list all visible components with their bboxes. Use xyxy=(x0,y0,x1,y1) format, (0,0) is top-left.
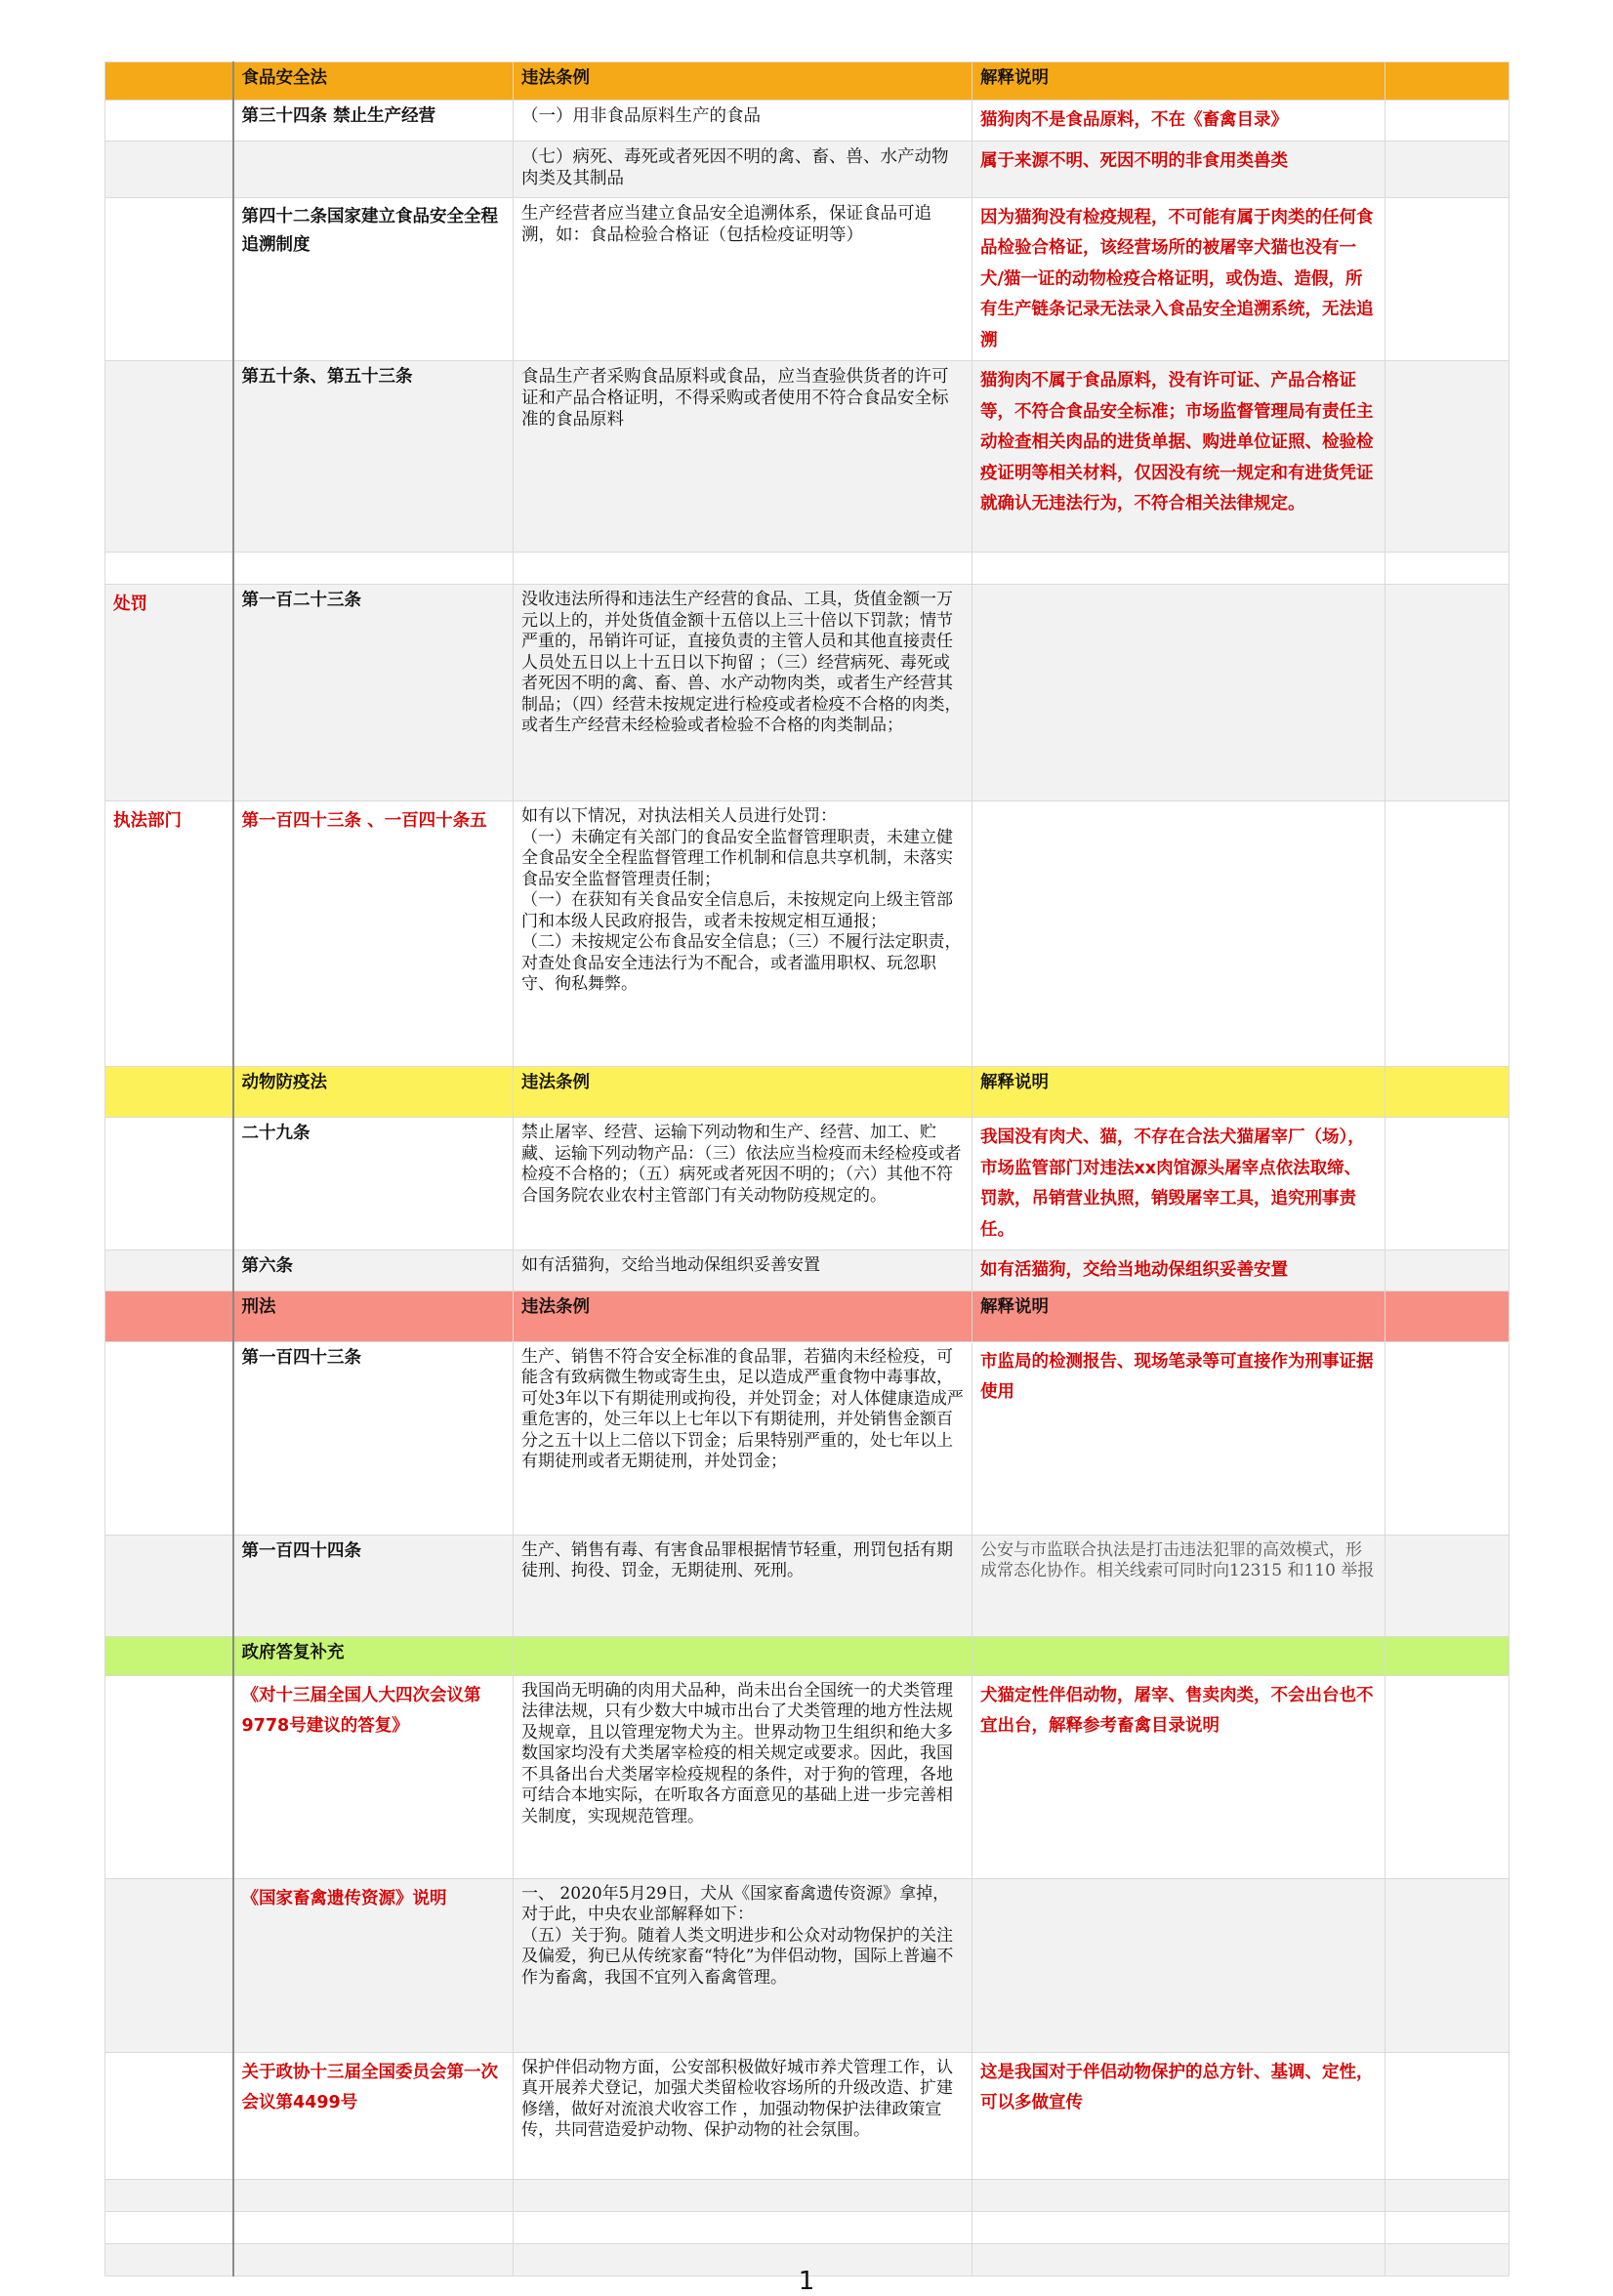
article-cell: 关于政协十三届全国委员会第一次会议第4499号 xyxy=(233,2052,514,2179)
table-row xyxy=(105,1535,1510,1636)
penalty-row xyxy=(105,585,1510,801)
provision-cell: 生产经营者应当建立食品安全追溯体系，保证食品可追溯，如：食品检验合格证（包括检疫证明等） xyxy=(514,197,972,361)
table-row xyxy=(105,1878,1510,2052)
table-row xyxy=(105,197,1510,361)
header-violation: 违法条例 xyxy=(514,1067,972,1118)
provision-cell: 我国尚无明确的肉用犬品种，尚未出台全国统一的犬类管理法律法规，只有少数大中城市出台了犬类管理的地方性法规及规章，且以管理宠物犬为主。世界动物卫生组织和绝大多数国家均没有犬类屠宰检疫的相关规定或要求。因此，我国不具备出台犬类屠宰检疫规程的条件，对于狗的管理，各地可结合本地实际，在听取各方面意见的基础上进一步完善相关制度，实现规范管理。 xyxy=(514,1675,972,1878)
article-cell: 第四十二条国家建立食品安全全程追溯制度 xyxy=(233,197,514,361)
provision-cell: 生产、销售有毒、有害食品罪根据情节轻重，刑罚包括有期徒刑、拘役、罚金，无期徒刑、死刑。 xyxy=(514,1535,972,1636)
header-explanation: 解释说明 xyxy=(972,62,1386,101)
header-explanation: 解释说明 xyxy=(972,1291,1386,1341)
header-violation: 违法条例 xyxy=(514,1291,972,1341)
article-cell: 第六条 xyxy=(233,1250,514,1292)
provision-cell: 食品生产者采购食品原料或食品，应当查验供货者的许可证和产品合格证明，不得采购或者使用不符合食品安全标准的食品原料 xyxy=(514,361,972,553)
table-row xyxy=(105,2052,1510,2179)
explanation-cell: 猫狗肉不属于食品原料，没有许可证、产品合格证等，不符合食品安全标准；市场监督管理局有责任主动检查相关肉品的进货单据、购进单位证照、检验检疫证明等相关材料，仅因没有统一规定和有进货凭证就确认无违法行为，不符合相关法律规定。 xyxy=(972,361,1386,553)
explanation-cell xyxy=(972,1878,1386,2052)
table-row xyxy=(105,1341,1510,1535)
article-cell: 第五十条、第五十三条 xyxy=(233,361,514,553)
table-row xyxy=(105,2211,1510,2243)
table-row xyxy=(105,141,1510,197)
provision-cell: 如有活猫狗，交给当地动保组织妥善安置 xyxy=(514,1250,972,1292)
explanation-cell: 属于来源不明、死因不明的非食用类兽类 xyxy=(972,141,1386,197)
article-cell: 第一百四十三条 xyxy=(233,1341,514,1535)
header-explanation: 解释说明 xyxy=(972,1067,1386,1118)
header-law: 食品安全法 xyxy=(233,62,514,101)
explanation-cell: 如有活猫狗，交给当地动保组织妥善安置 xyxy=(972,1250,1386,1292)
provision-cell: （七）病死、毒死或者死因不明的禽、畜、兽、水产动物肉类及其制品 xyxy=(514,141,972,197)
article-cell: 《国家畜禽遗传资源》说明 xyxy=(233,1878,514,2052)
header-law: 动物防疫法 xyxy=(233,1067,514,1118)
table-row xyxy=(105,1675,1510,1878)
section-header-food xyxy=(105,62,1510,101)
provision-cell: 没收违法所得和违法生产经营的食品、工具，货值金额一万元以上的，并处货值金额十五倍以上三十倍以下罚款；情节严重的，吊销许可证，直接负责的主管人员和其他直接责任人员处五日以上十五日以下拘留 ；（三）经营病死、毒死或者死因不明的禽、畜、兽、水产动物肉类，或者生产经营其制品；（四）经营未按规定进行检疫或者检疫不合格的肉类，或者生产经营未经检验或者检验不合格的肉类制品； xyxy=(514,585,972,801)
article-cell xyxy=(233,141,514,197)
article-cell: 第一百四十三条 、一百四十条五 xyxy=(233,801,514,1067)
section-header-government xyxy=(105,1636,1510,1675)
page-number: 1 xyxy=(798,2267,815,2296)
provision-cell: 一、 2020年5月29日，犬从《国家畜禽遗传资源》拿掉，对于此，中央农业部解释如下： （五）关于狗。随着人类文明进步和公众对动物保护的关注及偏爱，狗已从传统家畜“特化”为伴侣动物，国际上普遍不作为畜禽，我国不宜列入畜禽管理。 xyxy=(514,1878,972,2052)
explanation-cell: 市监局的检测报告、现场笔录等可直接作为刑事证据使用 xyxy=(972,1341,1386,1535)
article-cell: 第一百二十三条 xyxy=(233,585,514,801)
explanation-cell: 这是我国对于伴侣动物保护的总方针、基调、定性，可以多做宣传 xyxy=(972,2052,1386,2179)
article-cell: 《对十三届全国人大四次会议第9778号建议的答复》 xyxy=(233,1675,514,1878)
explanation-cell: 我国没有肉犬、猫，不存在合法犬猫屠宰厂（场），市场监管部门对违法xx肉馆源头屠宰点依法取缔、罚款，吊销营业执照，销毁屠宰工具，追究刑事责任。 xyxy=(972,1118,1386,1250)
provision-cell: 禁止屠宰、经营、运输下列动物和生产、经营、加工、贮藏、运输下列动物产品：（三）依法应当检疫而未经检疫或者检疫不合格的；（五）病死或者死因不明的；（六）其他不符合国务院农业农村主管部门有关动物防疫规定的。 xyxy=(514,1118,972,1250)
provision-cell: 如有以下情况，对执法相关人员进行处罚： （一）未确定有关部门的食品安全监督管理职责，未建立健全食品安全全程监督管理工作机制和信息共享机制，未落实食品安全监督管理责任制； （一）在获知有关食品安全信息后，未按规定向上级主管部门和本级人民政府报告，或者未按规定相互通报； （二）未按规定公布食品安全信息；（三）不履行法定职责，对查处食品安全违法行为不配合，或者滥用职权、玩忽职守、徇私舞弊。 xyxy=(514,801,972,1067)
table-row xyxy=(105,1250,1510,1292)
table-row xyxy=(105,101,1510,142)
provision-cell: （一）用非食品原料生产的食品 xyxy=(514,101,972,142)
header-law: 政府答复补充 xyxy=(233,1636,514,1675)
law-table xyxy=(104,62,1510,2276)
enforcement-label: 执法部门 xyxy=(105,801,233,1067)
provision-cell: 生产、销售不符合安全标准的食品罪，若猫肉未经检疫，可能含有致病微生物或寄生虫，足以造成严重食物中毒事故，可处3年以下有期徒刑或拘役，并处罚金；对人体健康造成严重危害的，处三年以上七年以下有期徒刑，并处销售金额百分之五十以上二倍以下罚金；后果特别严重的，处七年以上有期徒刑或者无期徒刑，并处罚金； xyxy=(514,1341,972,1535)
header-law: 刑法 xyxy=(233,1291,514,1341)
section-header-animal xyxy=(105,1067,1510,1118)
spreadsheet xyxy=(104,62,1509,2276)
explanation-cell: 因为猫狗没有检疫规程，不可能有属于肉类的任何食品检验合格证，该经营场所的被屠宰犬猫也没有一犬/猫一证的动物检疫合格证明，或伪造、造假，所有生产链条记录无法录入食品安全追溯系统，无法追溯 xyxy=(972,197,1386,361)
table-row xyxy=(105,2179,1510,2211)
penalty-label: 处罚 xyxy=(105,585,233,801)
explanation-cell: 公安与市监联合执法是打击违法犯罪的高效模式，形成常态化协作。相关线索可同时向12315 和110 举报 xyxy=(972,1535,1386,1636)
header-violation: 违法条例 xyxy=(514,62,972,101)
section-header-criminal xyxy=(105,1291,1510,1341)
table-row xyxy=(105,361,1510,553)
enforcement-row xyxy=(105,801,1510,1067)
article-cell: 第三十四条 禁止生产经营 xyxy=(233,101,514,142)
table-row xyxy=(105,1118,1510,1250)
explanation-cell: 猫狗肉不是食品原料，不在《畜禽目录》 xyxy=(972,101,1386,142)
article-cell: 第一百四十四条 xyxy=(233,1535,514,1636)
explanation-cell: 犬猫定性伴侣动物，屠宰、售卖肉类，不会出台也不宜出台，解释参考畜禽目录说明 xyxy=(972,1675,1386,1878)
article-cell: 二十九条 xyxy=(233,1118,514,1250)
provision-cell: 保护伴侣动物方面，公安部积极做好城市养犬管理工作，认真开展养犬登记，加强犬类留检收容场所的升级改造、扩建修缮，做好对流浪犬收容工作 ，加强动物保护法律政策宣传，共同营造爱护动物、保护动物的社会氛围。 xyxy=(514,2052,972,2179)
table-row xyxy=(105,553,1510,585)
